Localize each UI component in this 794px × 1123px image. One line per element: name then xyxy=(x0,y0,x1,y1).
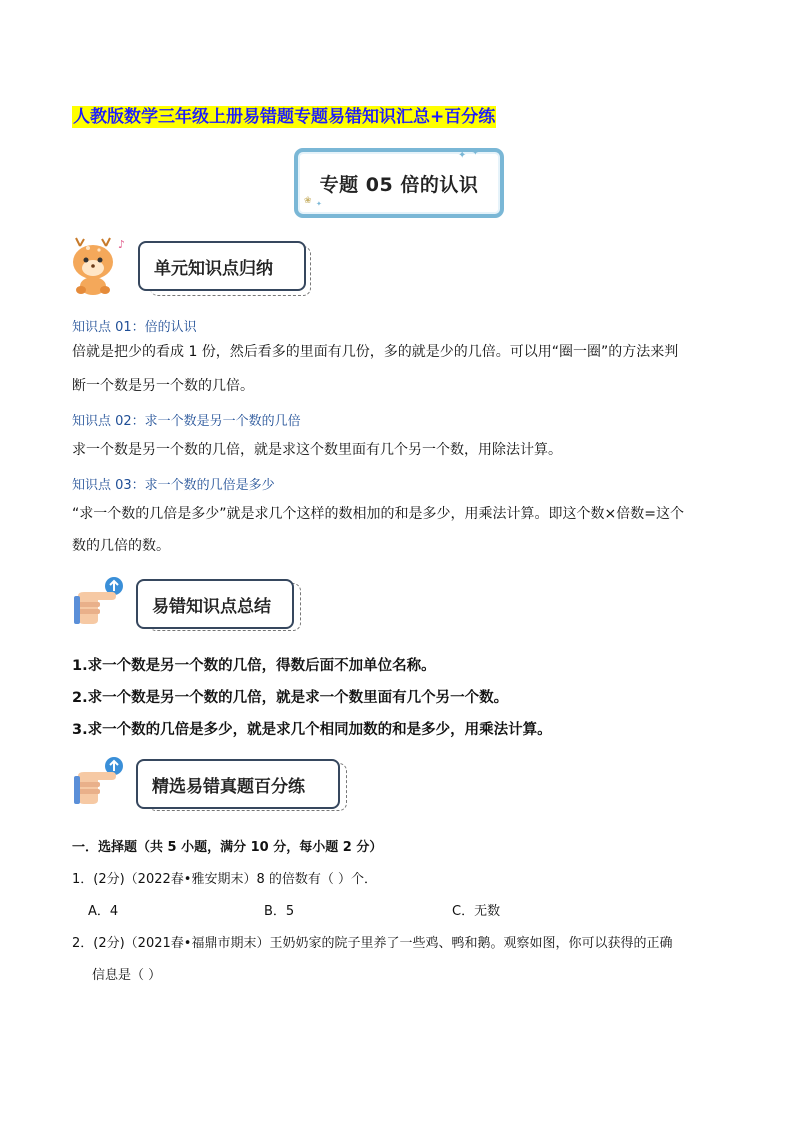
body-line: 断一个数是另一个数的几倍。 xyxy=(72,378,254,394)
question-stem: 1．(2分)（2022春•雅安期末）8 的倍数有（ ）个． xyxy=(72,872,377,887)
section-title: 精选易错真题百分练 xyxy=(152,776,305,797)
section-header-knowledge xyxy=(138,241,306,291)
section-title: 单元知识点归纳 xyxy=(154,258,273,279)
answer-option[interactable]: A．4 xyxy=(88,904,119,919)
sparkle-icon: ✦ xyxy=(458,150,467,161)
sparkle-icon: ✦ xyxy=(316,200,322,208)
svg-text:♪: ♪ xyxy=(118,238,126,251)
question-stem: 信息是（ ） xyxy=(92,968,162,983)
flower-icon: ❀ xyxy=(304,196,312,206)
body-line: “求一个数的几倍是多少”就是求几个这样的数相加的和是多少，用乘法计算。即这个数×倍数=这个 xyxy=(72,506,684,522)
knowledge-point-label: 知识点 01：倍的认识 xyxy=(72,320,197,335)
question-stem: 2．(2分)（2021春•福鼎市期末）王奶奶家的院子里养了一些鸡、鸭和鹅。观察如图，你可以获得的正确 xyxy=(72,936,673,951)
mistake-point: 1.求一个数是另一个数的几倍，得数后面不加单位名称。 xyxy=(72,658,436,674)
knowledge-point-label: 知识点 02：求一个数是另一个数的几倍 xyxy=(72,414,301,429)
pointing-hand-icon xyxy=(74,754,130,808)
body-line: 求一个数是另一个数的几倍，就是求这个数里面有几个另一个数，用除法计算。 xyxy=(72,442,562,458)
knowledge-point-label: 知识点 03：求一个数的几倍是多少 xyxy=(72,478,275,493)
part-heading: 一．选择题（共 5 小题，满分 10 分，每小题 2 分） xyxy=(72,840,383,855)
mistake-point: 2.求一个数是另一个数的几倍，就是求一个数里面有几个另一个数。 xyxy=(72,690,509,706)
pointing-hand-icon xyxy=(74,574,130,628)
answer-option[interactable]: C．无数 xyxy=(452,904,501,919)
sparkle-icon: ✦ xyxy=(472,148,479,157)
body-line: 倍就是把少的看成 1 份，然后看多的里面有几份，多的就是少的几倍。可以用“圈一圈”的方法来判 xyxy=(72,344,679,360)
section-title: 易错知识点总结 xyxy=(152,596,271,617)
topic-banner xyxy=(294,148,504,218)
mistake-point: 3.求一个数的几倍是多少，就是求几个相同加数的和是多少，用乘法计算。 xyxy=(72,722,552,738)
topic-title: 专题 05 倍的认识 xyxy=(319,173,479,196)
section-header-practice xyxy=(136,759,340,809)
cartoon-deer-icon xyxy=(66,236,132,298)
section-header-mistakes xyxy=(136,579,294,629)
answer-option[interactable]: B．5 xyxy=(264,904,295,919)
document-title: 人教版数学三年级上册易错题专题易错知识汇总+百分练 xyxy=(73,107,496,127)
body-line: 数的几倍的数。 xyxy=(72,538,170,554)
